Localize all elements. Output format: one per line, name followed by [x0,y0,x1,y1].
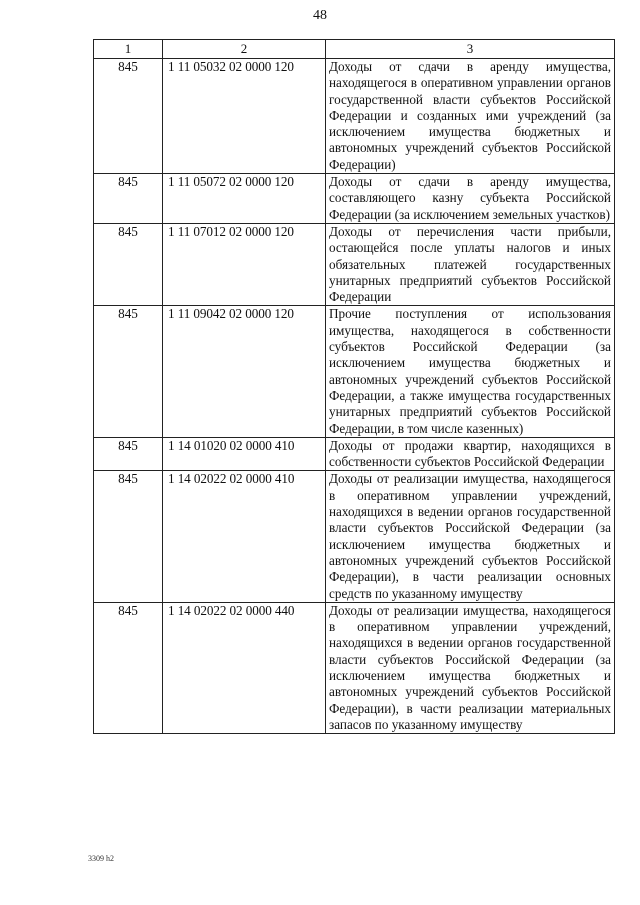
revenue-name-cell: Доходы от сдачи в аренду имущества, находящегося в оперативном управлении органов государственной власти субъектов Российской Федерации и созданных ими учреждений (за исключением имущества бюджетных и автономных учреждений субъектов Российской Федерации) [326,59,615,174]
budget-classification-code-cell: 1 11 05072 02 0000 120 [163,174,326,224]
revenue-name-cell: Доходы от реализации имущества, находящегося в оперативном управлении учреждений, находящихся в ведении органов государственной власти субъектов Российской Федерации (за исключением имущества бюджетных и автономных учреждений субъектов Российской Федерации), в части реализации материальных запасов по указанному имуществу [326,602,615,733]
administrator-code-cell: 845 [94,59,163,174]
budget-classification-code-cell: 1 14 02022 02 0000 440 [163,602,326,733]
administrator-code-cell: 845 [94,306,163,437]
table-row [94,174,615,224]
table-row [94,437,615,471]
table-row [94,602,615,733]
administrator-code-cell: 845 [94,174,163,224]
administrator-code-cell: 845 [94,437,163,471]
revenue-name-cell: Прочие поступления от использования имущества, находящегося в собственности субъектов Российской Федерации (за исключением имущества бюджетных и автономных учреждений субъектов Российской Федерации, а также имущества государственных унитарных предприятий субъектов Российской Федерации, в том числе казенных) [326,306,615,437]
column-header-3: 3 [326,40,615,59]
revenue-name-cell: Доходы от перечисления части прибыли, остающейся после уплаты налогов и иных обязательных платежей государственных унитарных предприятий субъектов Российской Федерации [326,223,615,305]
administrator-code-cell: 845 [94,471,163,602]
budget-classification-code-cell: 1 14 02022 02 0000 410 [163,471,326,602]
table-row [94,306,615,437]
budget-classification-code-cell: 1 11 07012 02 0000 120 [163,223,326,305]
budget-classification-code-cell: 1 11 09042 02 0000 120 [163,306,326,437]
revenue-name-cell: Доходы от продажи квартир, находящихся в собственности субъектов Российской Федерации [326,437,615,471]
column-header-2: 2 [163,40,326,59]
budget-classification-code-cell: 1 11 05032 02 0000 120 [163,59,326,174]
page-number: 48 [313,8,327,23]
revenue-name-cell: Доходы от сдачи в аренду имущества, составляющего казну субъекта Российской Федерации (за исключением земельных участков) [326,174,615,224]
budget-classification-code-cell: 1 14 01020 02 0000 410 [163,437,326,471]
column-header-1: 1 [94,40,163,59]
administrator-code-cell: 845 [94,223,163,305]
document-footer-code: 3309 h2 [88,854,114,863]
administrator-code-cell: 845 [94,602,163,733]
table-header-row [94,40,615,59]
table-row [94,471,615,602]
revenue-codes-table [93,39,615,734]
table-row [94,223,615,305]
revenue-name-cell: Доходы от реализации имущества, находящегося в оперативном управлении учреждений, находящихся в ведении органов государственной власти субъектов Российской Федерации (за исключением имущества бюджетных и автономных учреждений субъектов Российской Федерации), в части реализации основных средств по указанному имуществу [326,471,615,602]
table-row [94,59,615,174]
